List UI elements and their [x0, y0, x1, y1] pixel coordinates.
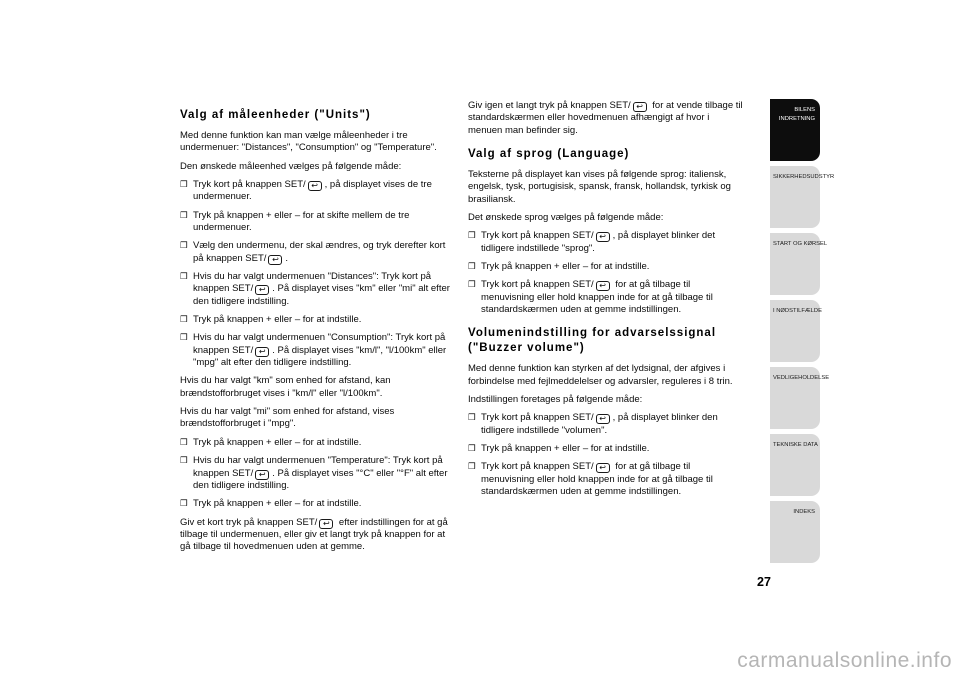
paragraph: Den ønskede måleenhed vælges på følgende måde:: [180, 160, 402, 172]
bullet-square-icon: ❒: [180, 332, 188, 343]
paragraph: Hvis du har valgt "mi" som enhed for afstand, vises brændstofforbruget i "mpg".: [180, 406, 395, 430]
paragraph: Med denne funktion kan man vælge måleenheder i tre undermenuer: "Distances", "Consumption" og "Temperature".: [180, 129, 437, 154]
section-heading: Volumenindstilling for advarselssignal ("Buzzer volume"): [468, 327, 717, 355]
page-number: 27: [757, 575, 771, 589]
bullet-item: ❒ Hvis du har valgt undermenuen "Consumption": Tryk kort på knappen SET/ ↩ . På displayet vises "km/l", "l/100km" eller "mpg" alt efter den tidligere indstilling.: [180, 332, 447, 369]
right-text-column: [468, 100, 746, 504]
tab-label: START OG KØRSEL: [773, 241, 828, 247]
section-heading: Valg af måleenheder ("Units"): [180, 109, 371, 121]
set-button-icon: ↩: [319, 519, 333, 529]
set-button-icon: ↩: [633, 102, 647, 112]
bullet-square-icon: ❒: [180, 209, 188, 220]
sidebar-tab-vedligeholdelse[interactable]: [770, 367, 830, 429]
bullet-item: ❒ Tryk kort på knappen SET/ ↩ for at gå tilbage til menuvisning eller hold knappen inde for at gå tilbage til standardskærmen uden at gemme indstillingen.: [468, 461, 713, 498]
paragraph: Det ønskede sprog vælges på følgende måde:: [468, 212, 664, 223]
set-button-icon: ↩: [596, 414, 610, 424]
bullet-square-icon: ❒: [468, 261, 476, 272]
bullet-square-icon: ❒: [468, 461, 476, 472]
sidebar-tab-i-nodstilfaelde[interactable]: [770, 300, 820, 362]
paragraph: Hvis du har valgt "km" som enhed for afstand, kan brændstofforbruget vises i "km/l" eller "l/100km".: [180, 375, 391, 399]
bullet-square-icon: ❒: [468, 443, 476, 453]
watermark: carmanualsonline.info: [737, 649, 952, 672]
set-button-icon: ↩: [255, 285, 269, 295]
bullet-square-icon: ❒: [468, 279, 476, 290]
tab-label: I NØDSTILFÆLDE: [773, 308, 822, 314]
bullet-item: ❒ Tryk på knappen + eller – for at skifte mellem de tre undermenuer.: [180, 209, 410, 233]
sidebar-tab-sikkerhedsudstyr[interactable]: [770, 166, 835, 228]
bullet-item: ❒ Tryk kort på knappen SET/ ↩ for at gå tilbage til menuvisning eller hold knappen inde for at gå tilbage til standardskærmen uden at gemme indstillingen.: [468, 279, 713, 316]
bullet-square-icon: ❒: [468, 230, 476, 241]
bullet-item: ❒ Tryk på knappen + eller – for at indstille.: [180, 314, 362, 326]
left-text-column: [180, 108, 458, 560]
bullet-square-icon: ❒: [180, 436, 188, 447]
bullet-item: ❒ Tryk kort på knappen SET/ ↩ , på displayet vises de tre undermenuer.: [180, 178, 432, 203]
sidebar-tab-tekniske-data[interactable]: [770, 434, 820, 496]
bullet-square-icon: ❒: [468, 412, 476, 423]
bullet-item: ❒ Tryk på knappen + eller – for at indstille.: [180, 498, 362, 510]
paragraph: Teksterne på displayet kan vises på følgende sprog: italiensk, engelsk, tysk, portugisisk, spansk, fransk, hollandsk, tyrkisk og brasiliansk.: [468, 168, 731, 205]
set-button-icon: ↩: [268, 255, 282, 265]
tab-label: INDRETNING: [778, 115, 815, 122]
tab-label: VEDLIGEHOLDELSE: [773, 375, 830, 381]
tab-label: BILENS: [794, 107, 815, 113]
set-button-icon: ↩: [255, 347, 269, 357]
bullet-item: ❒ Tryk kort på knappen SET/ ↩ , på displayet blinker det tidligere indstillede "sprog".: [468, 230, 716, 254]
section-heading: Valg af sprog (Language): [468, 148, 630, 161]
bullet-item: ❒ Hvis du har valgt undermenuen "Distances": Tryk kort på knappen SET/ ↩ . På displayet vises "km" eller "mi" alt efter den tidligere indstilling.: [180, 271, 450, 307]
bullet-square-icon: ❒: [180, 314, 188, 325]
paragraph: Giv et kort tryk på knappen SET/ ↩ efter indstillingen for at gå tilbage til undermenuen, eller giv et langt tryk på knappen for at gå tilbage til hovedmenuen uden at gemme.: [180, 516, 448, 553]
paragraph: Indstillingen foretages på følgende måde:: [468, 393, 643, 405]
set-button-icon: ↩: [308, 181, 322, 191]
sidebar-tab-bilens-indretning[interactable]: [770, 99, 820, 161]
set-button-icon: ↩: [596, 281, 610, 291]
bullet-item: ❒ Hvis du har valgt undermenuen "Temperature": Tryk kort på knappen SET/ ↩ . På displayet vises "°C" eller "°F" alt efter den tidligere indstilling.: [180, 455, 448, 491]
bullet-square-icon: ❒: [180, 455, 188, 466]
set-button-icon: ↩: [596, 232, 610, 242]
bullet-square-icon: ❒: [180, 498, 188, 509]
bullet-square-icon: ❒: [180, 271, 188, 282]
bullet-item: ❒ Tryk kort på knappen SET/ ↩ , på displayet blinker den tidligere indstillede "volumen".: [468, 412, 718, 436]
bullet-item: ❒ Tryk på knappen + eller – for at indstille.: [468, 261, 650, 273]
bullet-item: ❒ Tryk på knappen + eller – for at indstille.: [180, 436, 362, 448]
sidebar-tab-start-og-korsel[interactable]: [770, 233, 828, 295]
paragraph: Giv igen et langt tryk på knappen SET/ ↩ for at vende tilbage til standardskærmen eller hovedmenuen afhængigt af hvor i menuen man befinder sig.: [468, 100, 743, 136]
tab-label: SIKKERHEDSUDSTYR: [773, 174, 835, 180]
set-button-icon: ↩: [596, 463, 610, 473]
section-tab-rail: [770, 99, 835, 568]
paragraph: Med denne funktion kan styrken af det lydsignal, der afgives i forbindelse med fejlmeddelelser og advarsler, reguleres i 8 trin.: [468, 363, 733, 387]
tab-label: TEKNISKE DATA: [773, 442, 818, 448]
bullet-square-icon: ❒: [180, 240, 188, 251]
sidebar-tab-indeks[interactable]: [770, 501, 820, 563]
bullet-square-icon: ❒: [180, 178, 188, 189]
bullet-item: ❒ Vælg den undermenu, der skal ændres, og tryk derefter kort på knappen SET/ ↩ .: [180, 240, 446, 264]
bullet-item: ❒ Tryk på knappen + eller – for at indstille.: [468, 443, 650, 454]
set-button-icon: ↩: [255, 470, 269, 480]
tab-label: INDEKS: [793, 509, 815, 515]
